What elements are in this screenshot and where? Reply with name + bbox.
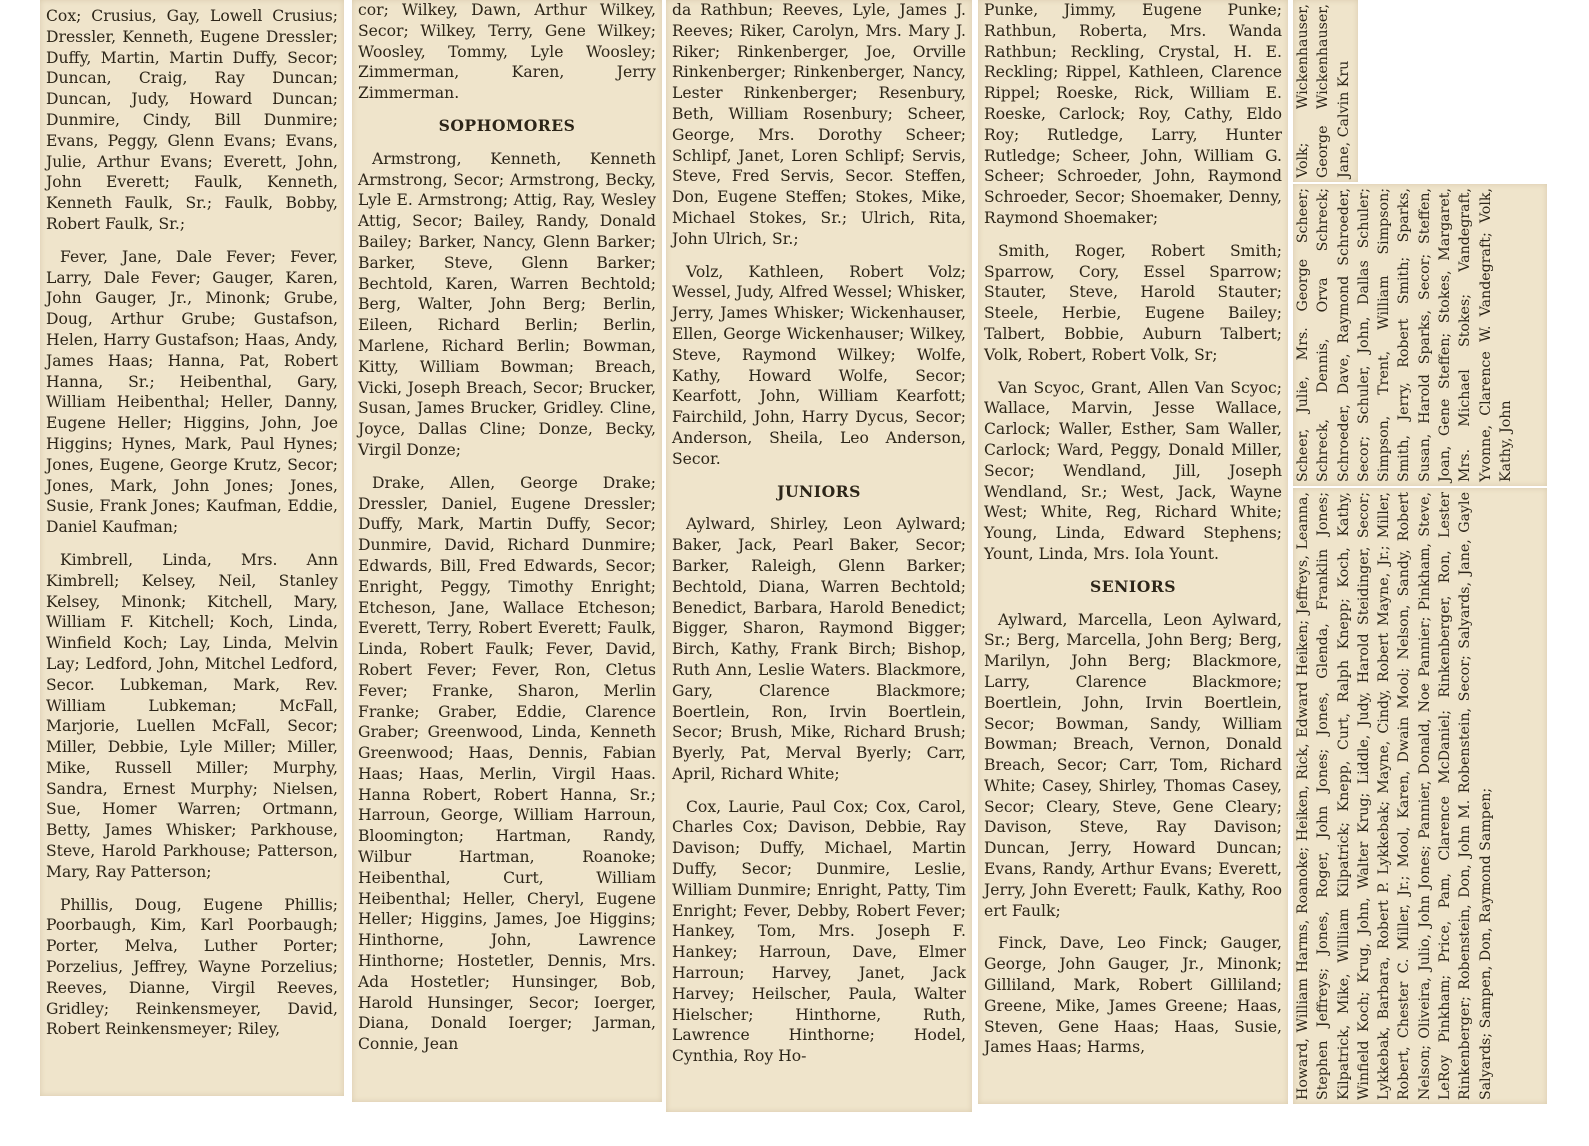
clipping-column-3	[666, 0, 972, 1112]
column-1-paragraph-3: Kimbrell, Linda, Mrs. Ann Kimbrell; Kelsey, Neil, Stanley Kelsey, Minonk; Kitchell, Mary, William F. Kitchell; Koch, Linda, Winfield Koch; Lay, Linda, Melvin Lay; Ledford, John, Mitchel Ledford, Secor. Lubkeman, Mark, Rev. William Lubkeman; McFall, Marjorie, Luellen McFall, Secor; Miller, Debbie, Lyle Miller; Miller, Mike, Russell Miller; Murphy, Sandra, Ernest Murphy; Nielsen, Sue, Homer Warren; Ortmann, Betty, James Whisker; Parkhouse, Steve, Harold Parkhouse; Patterson, Mary, Ray Patterson;	[46, 550, 338, 881]
column-2-paragraph-1: cor; Wilkey, Dawn, Arthur Wilkey, Secor; Wilkey, Terry, Gene Wilkey; Woosley, Tommy, Lyle Woosley; Zimmerman, Karen, Jerry Zimmerman.	[358, 1, 656, 103]
column-2-paragraph-3: Drake, Allen, George Drake; Dressler, Daniel, Eugene Dressler; Duffy, Mark, Martin Duffy, Secor; Dunmire, David, Richard Dunmire; Edwards, Bill, Fred Edwards, Secor; Enright, Peggy, Timothy Enright; Etcheson, Jane, Wallace Etcheson; Everett, Terry, Robert Everett; Faulk, Linda, Robert Faulk; Fever, David, Robert Fever; Fever, Ron, Cletus Fever; Franke, Sharon, Merlin Franke; Graber, Eddie, Clarence Graber; Greenwood, Linda, Kenneth Greenwood; Haas, Dennis, Fabian Haas; Haas, Merlin, Virgil Haas. Hanna Robert, Robert Hanna, Sr.; Harroun, George, William Harroun, Bloomington; Hartman, Randy, Wilbur Hartman, Roanoke; Heibenthal, Curt, William Heibenthal; Heller, Cheryl, Eugene Heller; Higgins, James, Joe Higgins; Hinthorne, John, Lawrence Hinthorne; Hostetler, Dennis, Mrs. Ada Hostetler; Hunsinger, Bob, Harold Hunsinger, Secor; Ioerger, Diana, Donald Ioerger; Jarman, Connie, Jean	[358, 473, 656, 1054]
rotated-clipping-top	[1293, 0, 1358, 182]
column-3-paragraph-4: Cox, Laurie, Paul Cox; Cox, Carol, Charles Cox; Davison, Debbie, Ray Davison; Duffy, Michael, Martin Duffy, Secor; Dunmire, Leslie, William Dunmire; Enright, Patty, Tim Enright; Fever, Debby, Robert Fever; Hankey, Tom, Mrs. Joseph F. Hankey; Harroun, Dave, Elmer Harroun; Harvey, Janet, Jack Harvey; Heilscher, Paula, Walter Hielscher; Hinthorne, Ruth, Lawrence Hinthorne; Hodel, Cynthia, Roy Ho-	[672, 797, 966, 1066]
column-4-paragraph-5: Finck, Dave, Leo Finck; Gauger, George, John Gauger, Jr., Minonk; Gilliland, Mark, Robert Gilliland; Greene, Mike, James Greene; Haas, Steven, Gene Haas; Haas, Susie, James Haas; Harms,	[984, 934, 1282, 1057]
column-4-paragraph-3: Van Scyoc, Grant, Allen Van Scyoc; Wallace, Marvin, Jesse Wallace, Carlock; Waller, Esther, Sam Waller, Carlock; Ward, Peggy, Donald Miller, Secor; Wendland, Jill, Joseph Wendland, Sr.; West, Jack, Wayne West; White, Reg, Richard White; Young, Linda, Edward Stephens; Yount, Linda, Mrs. Iola Yount.	[984, 378, 1282, 563]
clipping-column-2	[352, 0, 662, 1102]
rotated-clipping-top-text: Volk; Wickenhauser, George Wickenhauser, Jane, Calvin Kru	[1295, 4, 1352, 178]
column-3-paragraph-1: da Rathbun; Reeves, Lyle, James J. Reeves; Riker, Carolyn, Mrs. Mary J. Riker; Rinkenberger, Joe, Orville Rinkenberger; Rinkenberger, Nancy, Lester Rinkenberger; Resenbury, Beth, William Rosenbury; Scheer, George, Mrs. Dorothy Scheer; Schlipf, Janet, Loren Schlipf; Servis, Steve, Fred Servis, Secor. Steffen, Don, Eugene Steffen; Stokes, Mike, Michael Stokes, Sr.; Ulrich, Rita, John Ulrich, Sr.;	[672, 1, 966, 248]
column-4-paragraph-1: Punke, Jimmy, Eugene Punke; Rathbun, Roberta, Mrs. Wanda Rathbun; Reckling, Crystal, H. E. Reckling; Rippel, Kathleen, Clarence Rippel; Roeske, Rick, William E. Roeske, Carlock; Roy, Cathy, Eldo Roy; Rutledge, Larry, Hunter Rutledge; Scheer, John, William G. Scheer; Schroeder, John, Raymond Schroeder, Secor; Shoemaker, Denny, Raymond Shoemaker;	[984, 1, 1282, 227]
column-1-paragraph-1: Cox; Crusius, Gay, Lowell Crusius; Dressler, Kenneth, Eugene Dressler; Duffy, Martin, Martin Duffy, Secor; Duncan, Craig, Ray Duncan; Duncan, Judy, Howard Duncan; Dunmire, Cindy, Bill Dunmire; Evans, Peggy, Glenn Evans; Evans, Julie, Arthur Evans; Everett, John, John Everett; Faulk, Kenneth, Kenneth Faulk, Sr.; Faulk, Bobby, Robert Faulk, Sr.;	[46, 7, 338, 233]
column-2-paragraph-2: Armstrong, Kenneth, Kenneth Armstrong, Secor; Armstrong, Becky, Lyle E. Armstrong; Attig, Ray, Wesley Attig, Secor; Bailey, Randy, Donald Bailey; Barker, Nancy, Glenn Barker; Barker, Steve, Glenn Barker; Bechtold, Karen, Warren Bechtold; Berg, Walter, John Berg; Berlin, Eileen, Richard Berlin; Berlin, Marlene, Richard Berlin; Bowman, Kitty, William Bowman; Breach, Vicki, Joseph Breach, Secor; Brucker, Susan, James Brucker, Gridley. Cline, Joyce, Dallas Cline; Donze, Becky, Virgil Donze;	[358, 149, 656, 459]
rotated-clipping-upper	[1293, 184, 1547, 486]
column-1-paragraph-4: Phillis, Doug, Eugene Phillis; Poorbaugh, Kim, Karl Poorbaugh; Porter, Melva, Luther Porter; Porzelius, Jeffrey, Wayne Porzelius; Reeves, Dianne, Virgil Reeves, Gridley; Reinkensmeyer, David, Robert Reinkensmeyer; Riley,	[46, 895, 338, 1039]
rotated-clipping-lower-text: Howard, William Harms, Roanoke; Heiken, Rick, Edward Heiken; Jeffreys, Leanna, Stephen Jeffreys; Jones, Roger, John Jones; Jones, Glenda, Franklin Jones; Kilpatrick, Mike, William Kilpatrick; Knepp, Curt, Ralph Knepp; Koch, Kathy, Winfield Koch; Krug, John, Walter Krug; Liddle, Judy, Harold Steidinger, Secor; Lykkebak, Barbara, Robert P. Lykkebak; Mayne, Cindy, Robert Mayne, Jr.; Miller, Robert, Chester C. Miller, Jr.; Mool, Karen, Dwain Mool; Nelson, Sandy, Robert Nelson; Oliveira, Julio, John Jones; Pannier, Donald, Noe Pannier; Pinkham, Steve, LeRoy Pinkham; Price, Pam, Clarence McDaniel; Rinkenberger, Ron, Lester Rinkenberger; Robenstein, Don, John M. Robenstein, Secor; Salyards, Jane, Gayle Salyards; Sampen, Don, Raymond Sampen;	[1295, 492, 1494, 1100]
rotated-clipping-lower	[1293, 488, 1547, 1104]
column-4-paragraph-4: Aylward, Marcella, Leon Aylward, Sr.; Berg, Marcella, John Berg; Berg, Marilyn, John Berg; Blackmore, Larry, Clarence Blackmore; Boertlein, John, Irvin Boertlein, Secor; Bowman, Sandy, William Bowman; Breach, Vernon, Donald Breach, Secor; Carr, Tom, Richard White; Casey, Shirley, Thomas Casey, Secor; Cleary, Steve, Gene Cleary; Davison, Steve, Ray Davison; Duncan, Jerry, Howard Duncan; Evans, Randy, Arthur Evans; Everett, Jerry, John Everett; Faulk, Kathy, Roo ert Faulk;	[984, 610, 1282, 920]
column-1-paragraph-2: Fever, Jane, Dale Fever; Fever, Larry, Dale Fever; Gauger, Karen, John Gauger, Jr., Minonk; Grube, Doug, Arthur Grube; Gustafson, Helen, Harry Gustafson; Haas, Andy, James Haas; Hanna, Pat, Robert Hanna, Sr.; Heibenthal, Gary, William Heibenthal; Heller, Danny, Eugene Heller; Higgins, John, Joe Higgins; Hynes, Mark, Paul Hynes; Jones, Eugene, George Krutz, Secor; Jones, Mark, John Jones; Jones, Susie, Frank Jones; Kaufman, Eddie, Daniel Kaufman;	[46, 247, 338, 537]
column-3-paragraph-3: Aylward, Shirley, Leon Aylward; Baker, Jack, Pearl Baker, Secor; Barker, Raleigh, Glenn Barker; Bechtold, Diana, Warren Bechtold; Benedict, Barbara, Harold Benedict; Bigger, Sharon, Raymond Bigger; Birch, Kathy, Frank Birch; Bishop, Ruth Ann, Leslie Waters. Blackmore, Gary, Clarence Blackmore; Boertlein, Ron, Irvin Boertlein, Secor; Brush, Mike, Richard Brush; Byerly, Pat, Merval Byerly; Carr, April, Richard White;	[672, 515, 966, 783]
clipping-column-1	[40, 0, 344, 1096]
column-4-paragraph-2: Smith, Roger, Robert Smith; Sparrow, Cory, Essel Sparrow; Stauter, Steve, Harold Stauter; Steele, Herbie, Eugene Bailey; Talbert, Bobbie, Auburn Talbert; Volk, Robert, Robert Volk, Sr;	[984, 241, 1282, 364]
rotated-clipping-upper-text: Scheer, Julie, Mrs. George Scheer; Schreck, Dennis, Orva Schreck; Schroeder, Dave, Raymond Schroeder, Secor; Schuler, John, Dallas Schuler; Simpson, Trent, William Simpson; Smith, Jerry, Robert Smith; Sparks, Susan, Harold Sparks, Secor; Steffen, Joan, Gene Steffen; Stokes, Margaret, Mrs. Michael Stokes; Vandegraft, Yvonne, Clarence W. Vandegraft; Volk, Kathy, John	[1295, 188, 1514, 482]
column-3-paragraph-2: Volz, Kathleen, Robert Volz; Wessel, Judy, Alfred Wessel; Whisker, Jerry, James Whisker; Wickenhauser, Ellen, George Wickenhauser; Wilkey, Steve, Raymond Wilkey; Wolfe, Kathy, Howard Wolfe, Secor; Kearfott, John, William Kearfott; Fairchild, John, Harry Dycus, Secor; Anderson, Sheila, Leo Anderson, Secor.	[672, 262, 966, 468]
sophomores-heading: SOPHOMORES	[438, 115, 576, 135]
seniors-heading: SENIORS	[1090, 576, 1176, 596]
clipping-column-4	[978, 0, 1288, 1104]
juniors-heading: JUNIORS	[777, 481, 861, 501]
